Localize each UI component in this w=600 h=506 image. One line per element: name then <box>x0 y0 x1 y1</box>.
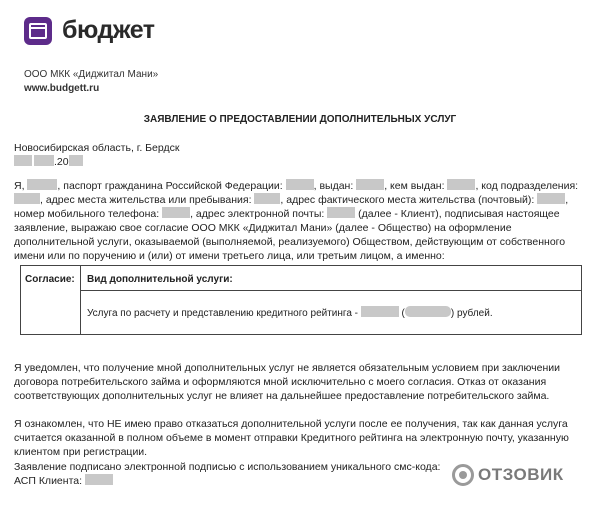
service-row: Услуга по расчету и представлению кредитного рейтинга - ( ) рублей. <box>87 308 493 319</box>
wallet-icon <box>24 17 52 45</box>
otzovik-watermark: ОТЗОВИК <box>452 464 564 486</box>
redacted-code <box>14 193 40 204</box>
redacted-sms-code <box>85 474 113 485</box>
date-year-prefix: .20 <box>54 156 69 168</box>
org-name: ООО МКК «Диджитал Мани» <box>24 69 159 80</box>
place: Новосибирская область, г. Бердск <box>14 142 180 154</box>
org-info <box>24 68 158 96</box>
redacted-address <box>254 193 280 204</box>
client-consent-paragraph: Я, , паспорт гражданина Российской Федерации: , выдан: , кем выдан: , код подразделения: , адрес места жительства или пребывания: , адрес фактического места жительства (почтовый): , номер мобильного телефона: , адрес электронной почты: (далее - Клиент), подписывая настоящее заявление, выражаю свое согласие ООО МКК «Диджитал Мани» (далее - Общество) на оформление дополнительной услуги, оказываемой (выполняемой, реализуемого) Обществом, действующим от собственного имени или по поручению и (или) от имени третьего лица, или третьим лицом, а именно: <box>14 180 579 262</box>
redacted-phone <box>162 207 190 218</box>
redacted-amount-words <box>405 306 451 317</box>
redacted-postal <box>537 193 565 204</box>
redacted-issuer <box>447 179 475 190</box>
redacted-name <box>27 179 57 190</box>
redacted-passport <box>286 179 314 190</box>
document-title: ЗАЯВЛЕНИЕ О ПРЕДОСТАВЛЕНИИ ДОПОЛНИТЕЛЬНЫХ УСЛУГ <box>143 114 457 125</box>
redacted-amount-digits <box>361 306 399 317</box>
redacted-month <box>34 155 54 166</box>
redacted-issued <box>356 179 384 190</box>
notification-paragraph: Я уведомлен, что получение мной дополнительных услуг не является обязательным условием при заключении договора потребительского займа и оформляются мной исключительно с моего согласия. Отказ от оказания соответствующих дополнительных услуг не влияет на дальнейшее предоставление потребительского займа. <box>14 362 560 402</box>
services-table <box>20 265 582 335</box>
signature-statement: Заявление подписано электронной подписью с использованием уникального смс-кода: <box>14 461 441 473</box>
acknowledgement-paragraph: Я ознакомлен, что НЕ имею право отказаться дополнительной услуги после ее получения, так как данная услуга считается оказанной в полном объеме в момент отправки Кредитного рейтинга на электронную почту, указанную клиентом при регистрации. <box>14 418 569 458</box>
redacted-email <box>327 207 355 218</box>
date <box>14 155 179 169</box>
otzovik-logo-icon <box>452 464 474 486</box>
brand-logo <box>24 16 155 45</box>
consent-cell: Согласие: <box>21 266 81 334</box>
org-url: www.budgett.ru <box>24 83 100 94</box>
redacted-year <box>69 155 83 166</box>
asp-line: АСП Клиента: <box>14 474 586 488</box>
place-and-date <box>14 141 179 169</box>
service-header-cell: Вид дополнительной услуги: <box>81 266 581 291</box>
redacted-day <box>14 155 32 166</box>
brand-name: бюджет <box>62 16 155 44</box>
